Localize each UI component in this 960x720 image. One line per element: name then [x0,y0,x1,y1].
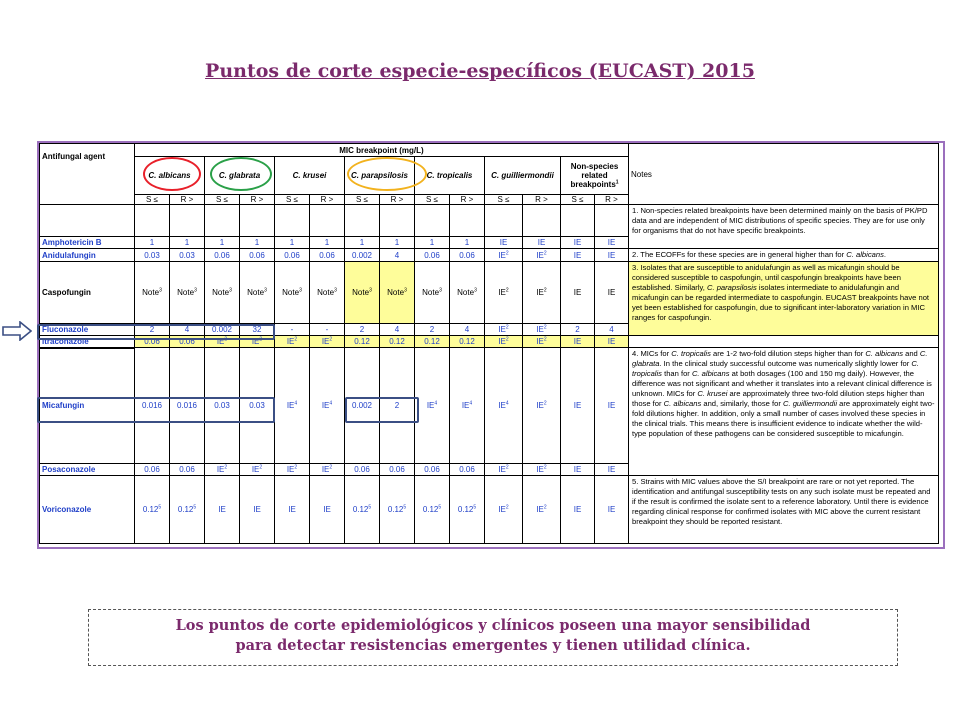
value-cell: $IE^2$ [523,464,561,476]
table-row [40,249,939,262]
value-cell: Note$^3$ [450,262,485,324]
species-tropicalis: C. tropicalis [415,157,485,195]
blank-cell [561,205,595,237]
agent-name: Micafungin [40,348,135,464]
value-cell: 0.016 [135,348,170,464]
value-cell: 0.06 [310,249,345,262]
blank-cell [275,205,310,237]
species-krusei: C. krusei [275,157,345,195]
value-cell: IE [595,476,629,544]
value-cell: IE [561,249,595,262]
value-cell: 0.06 [240,249,275,262]
value-cell: $IE^2$ [275,464,310,476]
value-cell: IE [595,262,629,324]
value-cell: 0.002 [345,348,380,464]
agent-name: Fluconazole [40,324,135,336]
note-4: 4. MICs for C. tropicalis are 1-2 two-fold dilution steps higher than for C. albicans and C. glabrata. In the clinical study successful outcome was numerically slightly lower for C. tropicalis than for C. albicans at both dosages (100 and 150 mg daily). However, the difference was not significant and whether it translates into a relevant clinical difference is unknown. MICs for C. krusei are approximately three two-fold dilution steps higher than those for C. albicans and, similarly, those for C. guilliermondii are approximately eight two-fold dilutions higher. In addition, only a small number of cases involved these species in the clinical trials. This means there is insufficient evidence to indicate whether the wild-type population of these pathogens can be considered susceptible to micafungin. [629,348,939,476]
value-cell: Note$^3$ [170,262,205,324]
value-cell: 0.03 [135,249,170,262]
value-cell: $IE^2$ [523,249,561,262]
value-cell: 0.12$^5$ [380,476,415,544]
value-cell: IE [595,348,629,464]
value-cell: 1 [415,237,450,249]
value-cell: IE [561,262,595,324]
notes-header: Notes [629,144,939,205]
value-cell: IE [595,237,629,249]
blank-cell [205,205,240,237]
value-cell: Note$^3$ [345,262,380,324]
agent-name: Anidulafungin [40,249,135,262]
value-cell: $IE^4$ [310,348,345,464]
r-header: R > [523,195,561,205]
s-header: S ≤ [135,195,170,205]
r-header: R > [595,195,629,205]
value-cell: IE [205,476,240,544]
value-cell: 2 [561,324,595,336]
species-albicans: C. albicans [135,157,205,195]
value-cell: 4 [595,324,629,336]
value-cell: 0.06 [415,249,450,262]
notes-blank [629,336,939,348]
value-cell: 0.06 [205,249,240,262]
value-cell: $IE^2$ [205,464,240,476]
value-cell: $IE^2$ [485,262,523,324]
value-cell: 1 [345,237,380,249]
value-cell: $IE^2$ [240,464,275,476]
value-cell: 0.002 [205,324,240,336]
value-cell: 0.06 [450,249,485,262]
value-cell: $IE^2$ [485,336,523,348]
value-cell: 0.12 [345,336,380,348]
s-header: S ≤ [345,195,380,205]
value-cell: $IE^2$ [240,336,275,348]
blank-cell [485,205,523,237]
value-cell: 1 [380,237,415,249]
value-cell: $IE^4$ [485,348,523,464]
highlight-oval-glabrata [210,157,272,191]
value-cell: 1 [205,237,240,249]
value-cell: 0.06 [135,336,170,348]
value-cell: Note$^3$ [135,262,170,324]
value-cell: 0.12 [450,336,485,348]
highlight-box-fluconazole [37,324,275,340]
value-cell: 0.12$^5$ [170,476,205,544]
note-1: 1. Non-species related breakpoints have been determined mainly on the basis of PK/PD data and are independent of MIC distributions of specific species. They are for use only for organisms that do not have specific breakpoints. [629,205,939,249]
breakpoint-table-image [37,141,945,549]
blank-cell [415,205,450,237]
value-cell: 1 [170,237,205,249]
note-2: 2. The ECOFFs for these species are in general higher than for C. albicans. [629,249,939,262]
value-cell: 1 [275,237,310,249]
value-cell: 0.12$^5$ [415,476,450,544]
blank-cell [450,205,485,237]
highlight-box-micafungin-left [37,397,275,423]
table-row [40,476,939,544]
value-cell: IE [595,336,629,348]
blank-cell [240,205,275,237]
value-cell: $IE^2$ [485,249,523,262]
blank-cell [523,205,561,237]
value-cell: 32 [240,324,275,336]
value-cell: IE [561,237,595,249]
value-cell: IE [275,476,310,544]
agent-name: Posaconazole [40,464,135,476]
value-cell: $IE^4$ [450,348,485,464]
value-cell: $IE^4$ [415,348,450,464]
value-cell: $IE^4$ [275,348,310,464]
conclusion-line-2: para detectar resistencias emergentes y tienen utilidad clínica. [235,637,751,654]
value-cell: 0.12 [415,336,450,348]
value-cell: Note$^3$ [380,262,415,324]
blank-cell [135,205,170,237]
value-cell: 0.06 [170,464,205,476]
value-cell: 1 [240,237,275,249]
value-cell: $IE^2$ [523,324,561,336]
r-header: R > [310,195,345,205]
value-cell: 0.12$^5$ [135,476,170,544]
s-header: S ≤ [485,195,523,205]
value-cell: $IE^2$ [485,476,523,544]
blank-cell [40,205,135,237]
value-cell: IE [310,476,345,544]
value-cell: $IE^2$ [310,336,345,348]
value-cell: $IE^2$ [485,324,523,336]
value-cell: $IE^2$ [485,464,523,476]
value-cell: 0.06 [135,464,170,476]
value-cell: IE [561,476,595,544]
antifungal-agent-header: Antifungal agent [40,144,135,205]
value-cell: IE [561,348,595,464]
value-cell: $IE^2$ [205,336,240,348]
note-5: 5. Strains with MIC values above the S/I breakpoint are rare or not yet reported. The identification and antifungal susceptibility tests on any such isolate must be repeated and if the result is confirmed the isolate sent to a reference laboratory. Until there is evidence regarding clinical response for confirmed isolates with MIC above the current resistant breakpoint they should be reported resistant. [629,476,939,544]
table-row [40,262,939,324]
value-cell: 0.06 [275,249,310,262]
value-cell: 0.03 [170,249,205,262]
value-cell: 0.016 [170,348,205,464]
value-cell: $IE^2$ [523,262,561,324]
species-glabrata: C. glabrata [205,157,275,195]
value-cell: $IE^2$ [523,476,561,544]
s-header: S ≤ [205,195,240,205]
value-cell: 2 [135,324,170,336]
value-cell: IE [485,237,523,249]
note-3: 3. Isolates that are susceptible to anidulafungin as well as micafungin should be considered susceptible to caspofungin, until caspofungin breakpoints have been established. Similarly, C. parapsilosis isolates intermediate to anidulafungin and micafungin can be regarded intermediate to caspofungin. EUCAST breakpoints have not yet been established for caspofungin, due to significant inter-laboratory variation in MIC ranges for caspofungin. [629,262,939,336]
species-guilliermondii: C. guilliermondii [485,157,561,195]
value-cell: 4 [380,324,415,336]
value-cell: 0.06 [170,336,205,348]
conclusion-line-1: Los puntos de corte epidemiológicos y clínicos poseen una mayor sensibilidad [175,617,811,634]
mic-breakpoint-header: MIC breakpoint (mg/L) [135,144,629,157]
nonspecies-header: Non-species related breakpoints$^1$ [561,157,629,195]
value-cell: Note$^3$ [415,262,450,324]
blank-cell [380,205,415,237]
value-cell: 0.12$^5$ [450,476,485,544]
blank-cell [170,205,205,237]
species-parapsilosis: C. parapsilosis [345,157,415,195]
agent-name: Amphotericin B [40,237,135,249]
value-cell: $IE^2$ [523,348,561,464]
value-cell: IE [523,237,561,249]
s-header: S ≤ [561,195,595,205]
agent-name: Voriconazole [40,476,135,544]
s-header: S ≤ [415,195,450,205]
value-cell: 0.03 [240,348,275,464]
value-cell: IE [561,464,595,476]
value-cell: 2 [380,348,415,464]
value-cell: IE [240,476,275,544]
blank-cell [345,205,380,237]
r-header: R > [170,195,205,205]
arrow-right-icon [2,321,32,341]
value-cell: 0.06 [380,464,415,476]
value-cell: 4 [450,324,485,336]
value-cell: 0.06 [450,464,485,476]
highlight-oval-albicans [143,157,201,191]
value-cell: Note$^3$ [275,262,310,324]
r-header: R > [380,195,415,205]
value-cell: 1 [135,237,170,249]
value-cell: $IE^2$ [523,336,561,348]
value-cell: - [275,324,310,336]
value-cell: 0.06 [345,464,380,476]
value-cell: 0.12 [380,336,415,348]
highlight-box-micafungin-parapsilosis [345,397,419,423]
value-cell: $IE^2$ [310,464,345,476]
value-cell: Note$^3$ [310,262,345,324]
value-cell: - [310,324,345,336]
value-cell: 1 [310,237,345,249]
page-title: Puntos de corte especie-específicos (EUCAST) 2015 [205,60,755,82]
value-cell: 0.06 [415,464,450,476]
value-cell: 2 [345,324,380,336]
agent-name: Caspofungin [40,262,135,324]
value-cell: 0.12$^5$ [345,476,380,544]
value-cell: 4 [170,324,205,336]
agent-name: Itraconazole [40,336,135,348]
value-cell: IE [561,336,595,348]
value-cell: 0.03 [205,348,240,464]
blank-cell [310,205,345,237]
value-cell: Note$^3$ [240,262,275,324]
value-cell: Note$^3$ [205,262,240,324]
r-header: R > [450,195,485,205]
s-header: S ≤ [275,195,310,205]
blank-cell [595,205,629,237]
value-cell: 2 [415,324,450,336]
value-cell: 0.002 [345,249,380,262]
value-cell: $IE^2$ [275,336,310,348]
value-cell: IE [595,249,629,262]
conclusion-box [88,609,898,666]
breakpoint-table [39,143,939,544]
r-header: R > [240,195,275,205]
value-cell: 4 [380,249,415,262]
value-cell: 1 [450,237,485,249]
value-cell: IE [595,464,629,476]
highlight-oval-parapsilosis [347,157,427,191]
